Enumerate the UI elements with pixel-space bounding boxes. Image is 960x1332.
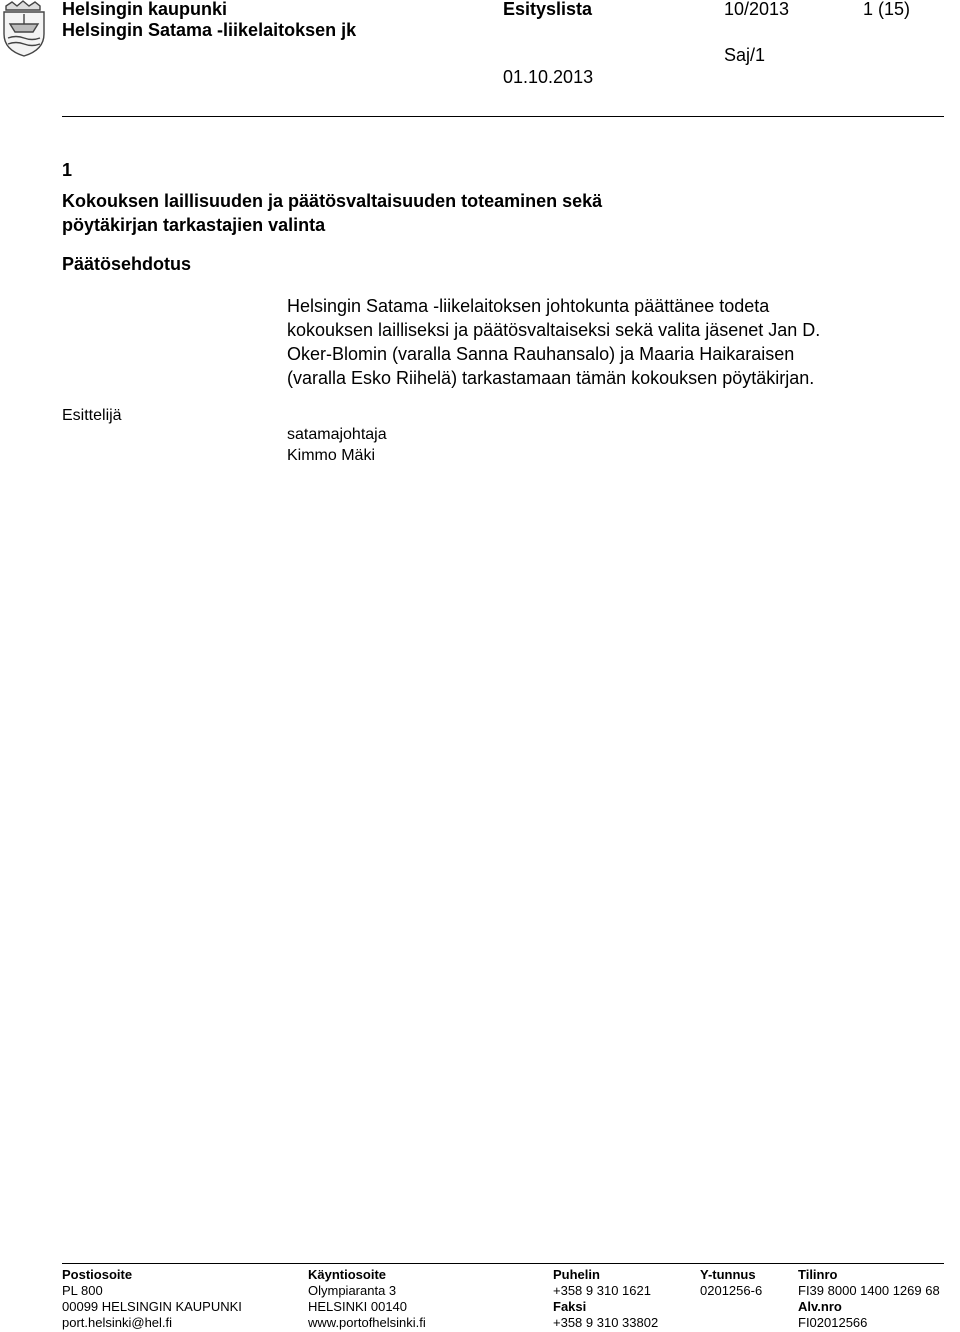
business-id-heading: Y-tunnus <box>700 1267 756 1282</box>
postal-line: 00099 HELSINGIN KAUPUNKI <box>62 1299 242 1314</box>
account-heading: Tilinro <box>798 1267 838 1282</box>
document-date: 01.10.2013 <box>503 67 594 87</box>
visiting-website: www.portofhelsinki.fi <box>308 1315 426 1330</box>
section-code: Saj/1 <box>724 45 766 65</box>
helsinki-crest-icon <box>0 0 50 58</box>
document-number: 10/2013 <box>724 0 790 19</box>
vat-heading: Alv.nro <box>798 1299 842 1314</box>
postal-line: PL 800 <box>62 1283 103 1298</box>
organization-name: Helsingin kaupunki <box>62 0 228 19</box>
document-type: Esityslista <box>503 0 593 19</box>
proposal-line: kokouksen lailliseksi ja päätösvaltaiseksi sekä valita jäsenet Jan D. <box>287 320 821 340</box>
account-value: FI39 8000 1400 1269 68 <box>798 1283 940 1298</box>
footer-divider <box>62 1263 944 1264</box>
item-title <box>62 189 762 237</box>
footer-account <box>798 1267 940 1331</box>
proposal-line: Helsingin Satama -liikelaitoksen johtokunta päättänee todeta <box>287 296 770 316</box>
item-number: 1 <box>62 160 73 180</box>
phone-heading: Puhelin <box>553 1267 600 1282</box>
visiting-line: Olympiaranta 3 <box>308 1283 397 1298</box>
proposal-text <box>287 294 820 390</box>
business-id-value: 0201256-6 <box>700 1283 763 1298</box>
fax-number: +358 9 310 33802 <box>553 1315 659 1330</box>
proposal-heading: Päätösehdotus <box>62 254 192 274</box>
footer-postal-address <box>62 1267 242 1331</box>
vat-value: FI02012566 <box>798 1315 868 1330</box>
proposal-line: Oker-Blomin (varalla Sanna Rauhansalo) ja Maaria Haikaraisen <box>287 344 795 364</box>
item-title-line: Kokouksen laillisuuden ja päätösvaltaisuuden toteaminen sekä <box>62 191 603 211</box>
page-number: 1 (15) <box>863 0 911 19</box>
fax-heading: Faksi <box>553 1299 587 1314</box>
footer-business-id <box>700 1267 762 1299</box>
item-title-line: pöytäkirjan tarkastajien valinta <box>62 215 326 235</box>
postal-email: port.helsinki@hel.fi <box>62 1315 173 1330</box>
presenter-label: Esittelijä <box>62 407 122 424</box>
presenter-name: Kimmo Mäki <box>287 447 376 464</box>
footer-phone <box>553 1267 658 1331</box>
suborganization-name: Helsingin Satama -liikelaitoksen jk <box>62 20 357 40</box>
proposal-line: (varalla Esko Riihelä) tarkastamaan tämän kokouksen pöytäkirjan. <box>287 368 815 388</box>
visiting-heading: Käyntiosoite <box>308 1267 387 1282</box>
header-divider <box>62 116 944 117</box>
footer-visiting-address <box>308 1267 426 1331</box>
visiting-line: HELSINKI 00140 <box>308 1299 408 1314</box>
presenter-role: satamajohtaja <box>287 426 387 443</box>
postal-heading: Postiosoite <box>62 1267 133 1282</box>
phone-number: +358 9 310 1621 <box>553 1283 651 1298</box>
